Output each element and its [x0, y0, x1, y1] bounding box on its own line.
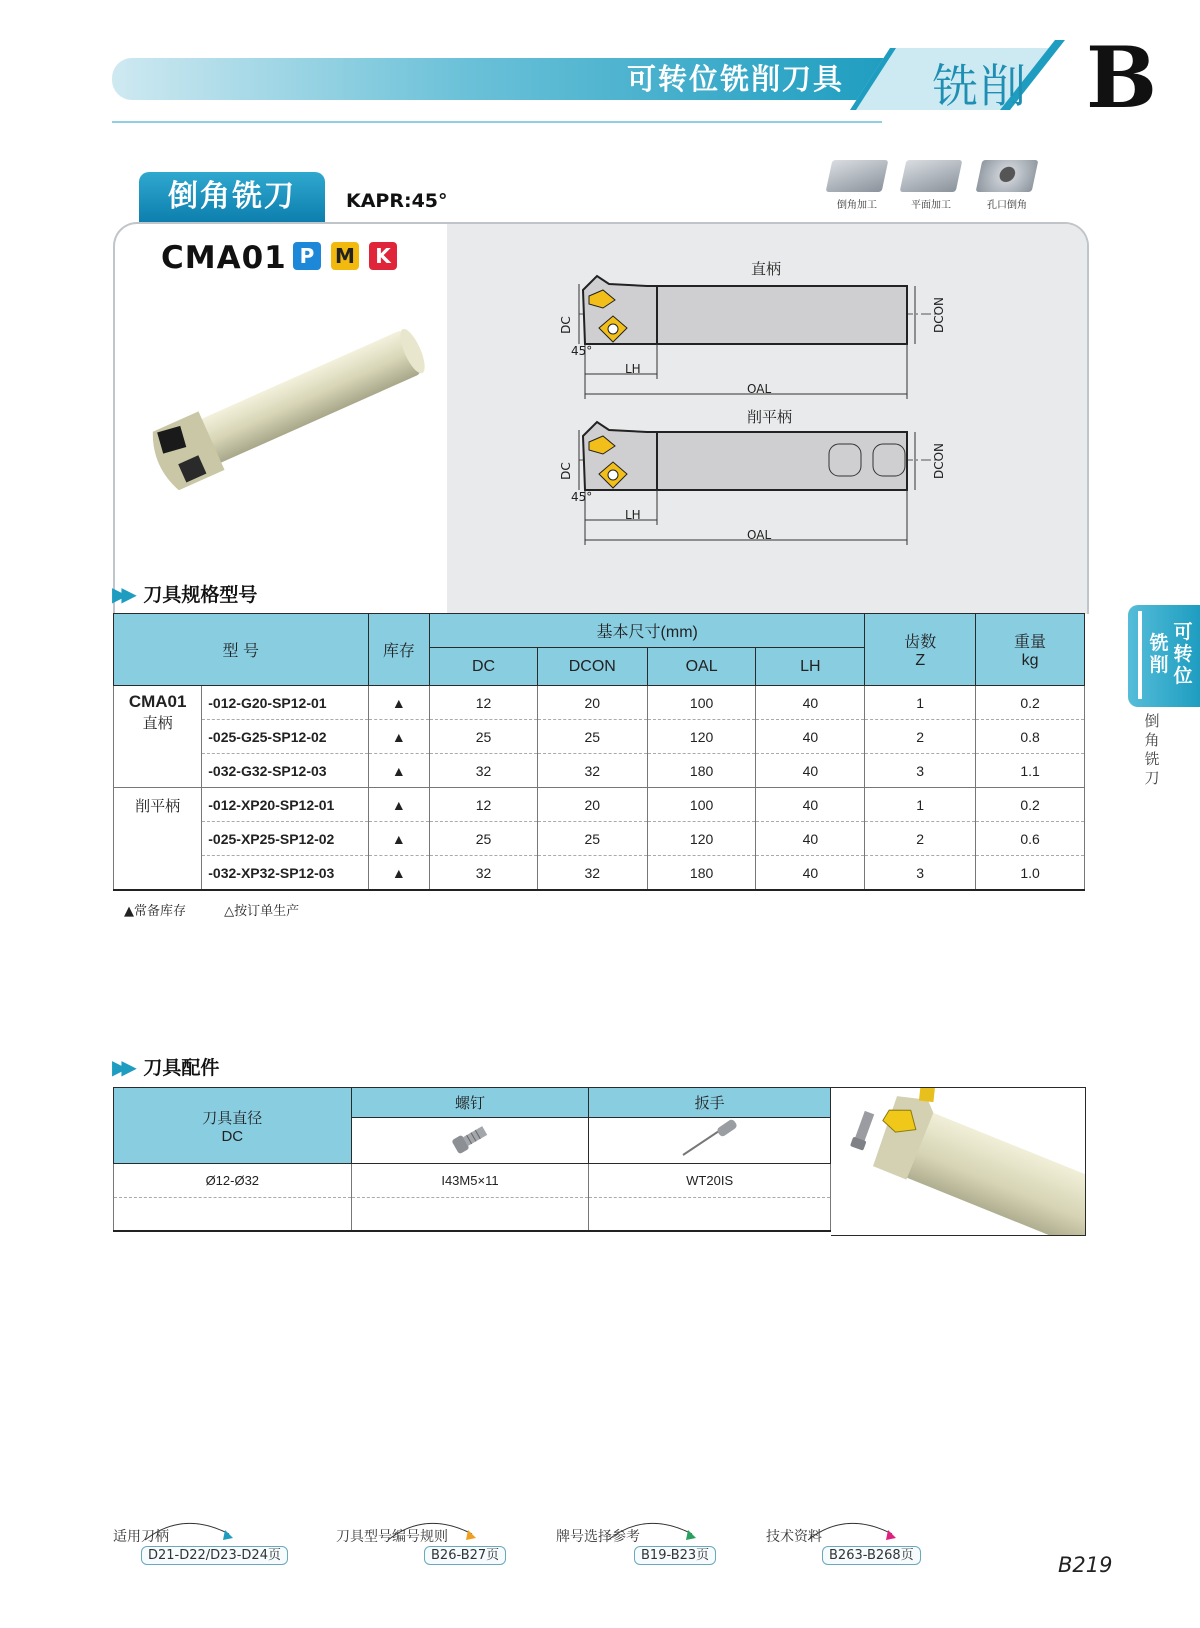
row-dcon: 32	[537, 856, 647, 891]
header-rule	[112, 121, 882, 123]
row-dcon: 25	[537, 720, 647, 754]
accessories-heading	[112, 1053, 219, 1080]
spec-table	[113, 613, 1085, 891]
screw-icon	[445, 1119, 495, 1159]
operation-chamfer	[822, 160, 892, 211]
row-screw: I43M5×11	[351, 1164, 589, 1198]
table-row	[114, 720, 1085, 754]
row-z: 2	[865, 822, 976, 856]
dim-angle: 45°	[571, 490, 593, 504]
row-dc: 12	[430, 686, 538, 720]
ref-label: 技术资料	[766, 1529, 822, 1545]
side-subcategory: 倒 角 铣 刀	[1144, 712, 1160, 787]
header-tool-dc-sub: DC	[221, 1127, 244, 1145]
row-oal: 120	[647, 720, 756, 754]
page-number: B219	[1058, 1553, 1113, 1577]
header-basic-dims: 基本尺寸(mm)	[430, 614, 865, 648]
straight-shank-label: 直柄	[751, 260, 782, 278]
table-row	[114, 754, 1085, 788]
table-row	[114, 856, 1085, 891]
row-lh: 40	[756, 720, 865, 754]
row-lh: 40	[756, 754, 865, 788]
operation-face	[896, 160, 966, 211]
double-chevron-icon: ▶▶	[112, 1055, 131, 1079]
row-stock: ▲	[368, 720, 430, 754]
row-dc: 32	[430, 856, 538, 891]
face-workpiece-icon	[900, 160, 963, 192]
category-label: 铣削	[932, 59, 1028, 113]
dim-lh: LH	[625, 362, 641, 376]
hole-chamfer-workpiece-icon	[976, 160, 1039, 192]
section-title: 可转位铣削刀具	[626, 62, 844, 96]
row-z: 1	[865, 686, 976, 720]
grade-badge-m: M	[331, 242, 359, 270]
footer-ref-technical[interactable]	[766, 1526, 914, 1563]
header-lh: LH	[756, 648, 865, 686]
ref-page-link[interactable]: B263-B268页	[822, 1546, 921, 1565]
side-tab-accent	[1138, 611, 1142, 699]
dim-angle: 45°	[571, 344, 593, 358]
row-lh: 40	[756, 822, 865, 856]
row-dcon: 20	[537, 788, 647, 822]
wrench-icon	[675, 1119, 745, 1159]
header-tool-dc-label: 刀具直径	[202, 1109, 263, 1127]
flat-shank-label: 削平柄	[747, 408, 793, 426]
header-wrench: 扳手	[589, 1088, 831, 1118]
ref-label: 牌号选择参考	[556, 1529, 640, 1545]
row-code: -025-G25-SP12-02	[202, 720, 368, 754]
ref-page-link[interactable]: D21-D22/D23-D24页	[141, 1546, 288, 1565]
row-oal: 180	[647, 754, 756, 788]
dim-oal: OAL	[747, 528, 772, 542]
header-dcon: DCON	[537, 648, 647, 686]
row-stock: ▲	[368, 822, 430, 856]
operation-hole-chamfer	[972, 160, 1042, 211]
group-straight	[114, 686, 202, 788]
row-kg: 1.0	[976, 856, 1085, 891]
wrench-image-cell	[589, 1118, 831, 1164]
footer-ref-grades[interactable]	[556, 1526, 710, 1563]
row-dc: 32	[430, 754, 538, 788]
ref-label: 适用刀柄	[113, 1529, 169, 1545]
row-oal: 180	[647, 856, 756, 891]
dim-dcon: DCON	[932, 442, 947, 480]
row-kg: 0.2	[976, 788, 1085, 822]
curved-arrow-icon	[386, 1516, 476, 1546]
row-dc-range: Ø12-Ø32	[114, 1164, 352, 1198]
dim-dc: DC	[558, 462, 573, 480]
legend-order: △按订单生产	[224, 904, 300, 919]
row-code: -012-XP20-SP12-01	[202, 788, 368, 822]
row-z: 3	[865, 754, 976, 788]
header-oal: OAL	[647, 648, 756, 686]
empty-cell	[114, 1198, 352, 1231]
row-oal: 100	[647, 788, 756, 822]
row-dc: 12	[430, 788, 538, 822]
legend-stock: ▲常备库存	[124, 904, 186, 919]
dim-lh: LH	[625, 508, 641, 522]
section-letter: B	[1086, 28, 1157, 127]
row-lh: 40	[756, 856, 865, 891]
row-code: -012-G20-SP12-01	[202, 686, 368, 720]
stock-legend	[124, 900, 299, 919]
header-teeth-label: 齿数	[904, 634, 937, 651]
curved-arrow-icon	[806, 1516, 896, 1546]
group-model: CMA01	[128, 692, 187, 711]
footer-ref-numbering[interactable]	[336, 1526, 500, 1563]
header-weight-label: 重量	[1014, 634, 1047, 651]
row-dc: 25	[430, 822, 538, 856]
row-dc: 25	[430, 720, 538, 754]
operation-label: 倒角加工	[837, 200, 877, 211]
grade-badge-p: P	[293, 242, 321, 270]
row-oal: 120	[647, 822, 756, 856]
spec-section-heading	[112, 580, 257, 607]
header-teeth-sub: Z	[915, 652, 926, 669]
product-tab-title: 倒角铣刀	[139, 172, 325, 222]
header-screw: 螺钉	[351, 1088, 589, 1118]
row-code: -032-G32-SP12-03	[202, 754, 368, 788]
spec-section-title: 刀具规格型号	[143, 584, 258, 606]
product-panel	[113, 222, 1089, 614]
accessories-table	[113, 1087, 831, 1232]
header-tool-dc	[114, 1088, 352, 1164]
row-stock: ▲	[368, 788, 430, 822]
header-model: 型 号	[114, 614, 369, 686]
header-weight	[976, 614, 1085, 686]
tool-head-photo	[831, 1088, 1085, 1235]
curved-arrow-icon	[143, 1516, 233, 1546]
chamfer-workpiece-icon	[826, 160, 889, 192]
row-stock: ▲	[368, 754, 430, 788]
double-chevron-icon: ▶▶	[112, 582, 131, 606]
flat-shank-diagram	[557, 410, 977, 580]
ref-label: 刀具型号编号规则	[336, 1529, 448, 1545]
operation-label: 孔口倒角	[987, 200, 1027, 211]
table-row	[114, 788, 1085, 822]
row-lh: 40	[756, 788, 865, 822]
row-kg: 0.6	[976, 822, 1085, 856]
row-kg: 0.8	[976, 720, 1085, 754]
side-tab-col1: 铣 削	[1149, 632, 1169, 676]
row-code: -025-XP25-SP12-02	[202, 822, 368, 856]
row-wrench: WT20IS	[589, 1164, 831, 1198]
row-lh: 40	[756, 686, 865, 720]
grade-badge-k: K	[369, 242, 397, 270]
empty-cell	[351, 1198, 589, 1231]
dim-dcon: DCON	[932, 296, 947, 334]
side-category-tab[interactable]	[1128, 605, 1200, 707]
header-teeth	[865, 614, 976, 686]
row-kg: 0.2	[976, 686, 1085, 720]
row-stock: ▲	[368, 856, 430, 891]
operation-label: 平面加工	[911, 200, 951, 211]
header-weight-sub: kg	[1021, 652, 1039, 669]
row-stock: ▲	[368, 686, 430, 720]
row-kg: 1.1	[976, 754, 1085, 788]
row-dcon: 25	[537, 822, 647, 856]
accessory-photo	[831, 1087, 1086, 1236]
footer-ref-holders[interactable]	[113, 1526, 281, 1563]
table-row	[114, 686, 1085, 720]
side-tab-col2: 可 转 位	[1173, 621, 1193, 687]
group-flat-label: 削平柄	[135, 798, 181, 815]
row-dcon: 20	[537, 686, 647, 720]
empty-cell	[589, 1198, 831, 1231]
diagram-area	[447, 224, 1087, 614]
group-straight-label: 直柄	[142, 715, 173, 732]
model-name: CMA01	[161, 240, 287, 276]
row-dcon: 32	[537, 754, 647, 788]
row-z: 3	[865, 856, 976, 891]
row-oal: 100	[647, 686, 756, 720]
kapr-label: KAPR:45°	[346, 190, 448, 212]
ref-page-link[interactable]: B26-B27页	[424, 1546, 506, 1565]
row-z: 1	[865, 788, 976, 822]
dim-oal: OAL	[747, 382, 772, 396]
row-code: -032-XP32-SP12-03	[202, 856, 368, 891]
screw-image-cell	[351, 1118, 589, 1164]
tool-photo	[135, 324, 435, 494]
curved-arrow-icon	[606, 1516, 696, 1546]
accessories-title: 刀具配件	[143, 1057, 220, 1079]
row-z: 2	[865, 720, 976, 754]
dim-dc: DC	[558, 316, 573, 334]
header-dc: DC	[430, 648, 538, 686]
table-row	[114, 822, 1085, 856]
ref-page-link[interactable]: B19-B23页	[634, 1546, 716, 1565]
header-stock: 库存	[368, 614, 430, 686]
group-flat	[114, 788, 202, 891]
